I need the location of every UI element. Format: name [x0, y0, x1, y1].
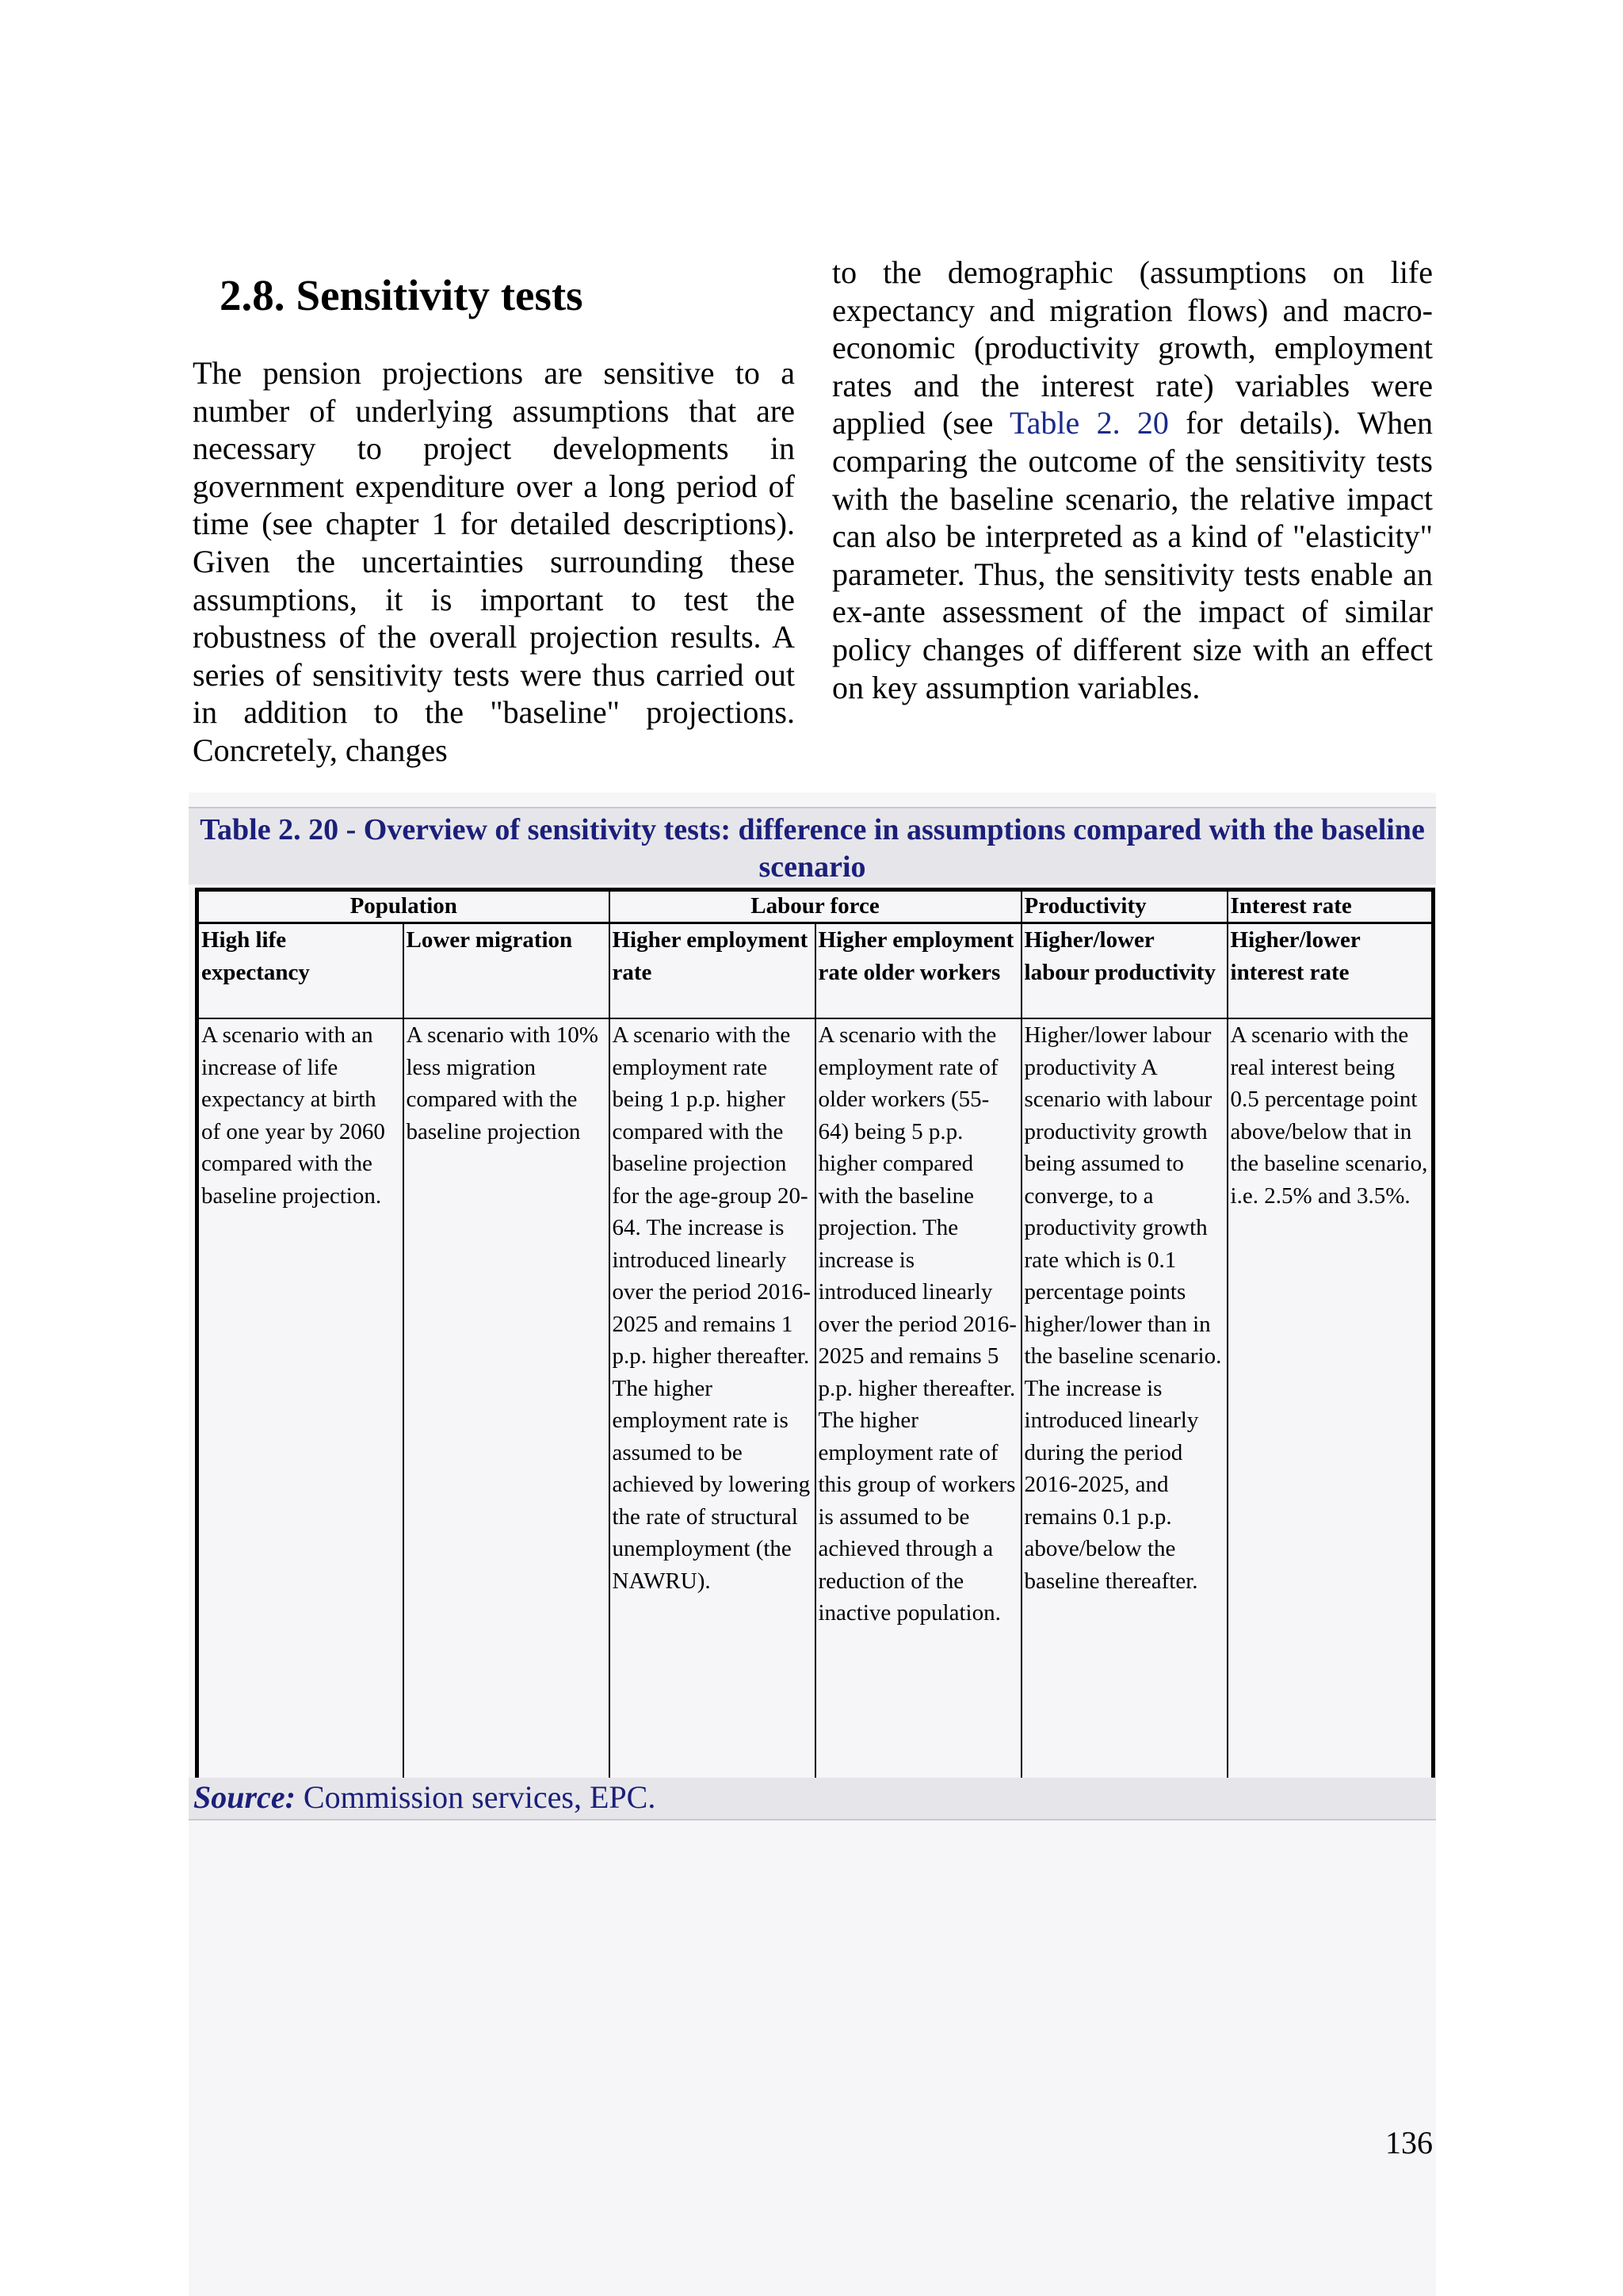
table-source: [189, 1778, 1436, 1820]
table-row: [197, 1018, 1434, 1782]
sensitivity-tests-table: [195, 888, 1435, 1784]
group-header-labour-force: Labour force: [609, 890, 1022, 923]
cell-labour-productivity: Higher/lower labour productivity A scenario with labour productivity growth being assumed to converge, to a productivity growth rate which is 0.1 percentage points higher/lower than in the baseline scenario. The increase is introduced linearly during the period 2016-2025, and remains 0.1 p.p. above/below the baseline thereafter.: [1022, 1018, 1228, 1782]
cell-lower-migration: A scenario with 10% less migration compared with the baseline projection: [403, 1018, 609, 1782]
column-header-lower-migration: Lower migration: [403, 923, 609, 1019]
page-number: 136: [1385, 2125, 1433, 2160]
group-header-productivity: Productivity: [1022, 890, 1228, 923]
cell-interest-rate: A scenario with the real interest being 0.5 percentage point above/below that in the baseline scenario, i.e. 2.5% and 3.5%.: [1228, 1018, 1434, 1782]
column-header-high-life-expectancy: High life expectancy: [197, 923, 403, 1019]
group-header-interest-rate: Interest rate: [1228, 890, 1434, 923]
table-caption: Table 2. 20 - Overview of sensitivity tests: difference in assumptions compared with the baseline scenario: [189, 807, 1436, 884]
column-header-higher-employment-older-workers: Higher employment rate older workers: [815, 923, 1022, 1019]
section-heading: [220, 269, 583, 322]
table-group-row: [197, 890, 1434, 923]
source-text: Commission services, EPC.: [295, 1779, 656, 1815]
section-number: 2.8.: [220, 271, 285, 319]
group-header-population: Population: [197, 890, 609, 923]
table-header-row: [197, 923, 1434, 1019]
body-paragraph-left: The pension projections are sensitive to a number of underlying assumptions that are necessary to project developments in government expenditure over a long period of time (see chapter 1 for detailed descriptions). Given the uncertainties surrounding these assumptions, it is important to test the robustness of the overall projection results. A series of sensitivity tests were thus carried out in addition to the "baseline" projections. Concretely, changes: [193, 355, 795, 768]
body-text-before-ref: to the demographic (assumptions on life expectancy and migration flows) and macro-economic (productivity growth, employment rates and the interest rate) variables were applied (see: [832, 254, 1433, 441]
section-title: Sensitivity tests: [296, 271, 583, 319]
table-reference-link[interactable]: Table 2. 20: [1010, 405, 1169, 441]
column-header-interest-rate: Higher/lower interest rate: [1228, 923, 1434, 1019]
source-label: Source:: [193, 1779, 296, 1815]
cell-high-life-expectancy: A scenario with an increase of life expectancy at birth of one year by 2060 compared with the baseline projection.: [197, 1018, 403, 1782]
cell-higher-employment-older-workers: A scenario with the employment rate of older workers (55-64) being 5 p.p. higher compared with the baseline projection. The increase is introduced linearly over the period 2016-2025 and remains 5 p.p. higher thereafter. The higher employment rate of this group of workers is assumed to be achieved through a reduction of the inactive population.: [815, 1018, 1022, 1782]
cell-higher-employment-rate: A scenario with the employment rate being 1 p.p. higher compared with the baseline projection for the age-group 20-64. The increase is introduced linearly over the period 2016-2025 and remains 1 p.p. higher thereafter. The higher employment rate is assumed to be achieved by lowering the rate of structural unemployment (the NAWRU).: [609, 1018, 815, 1782]
body-text-after-ref: for details). When comparing the outcome of the sensitivity tests with the baseline scenario, the relative impact can also be interpreted as a kind of "elasticity" parameter. Thus, the sensitivity tests enable an ex-ante assessment of the impact of similar policy changes of different size with an effect on key assumption variables.: [832, 405, 1434, 705]
column-header-higher-employment-rate: Higher employment rate: [609, 923, 815, 1019]
body-paragraph-right: [832, 254, 1433, 706]
column-header-labour-productivity: Higher/lower labour productivity: [1022, 923, 1228, 1019]
